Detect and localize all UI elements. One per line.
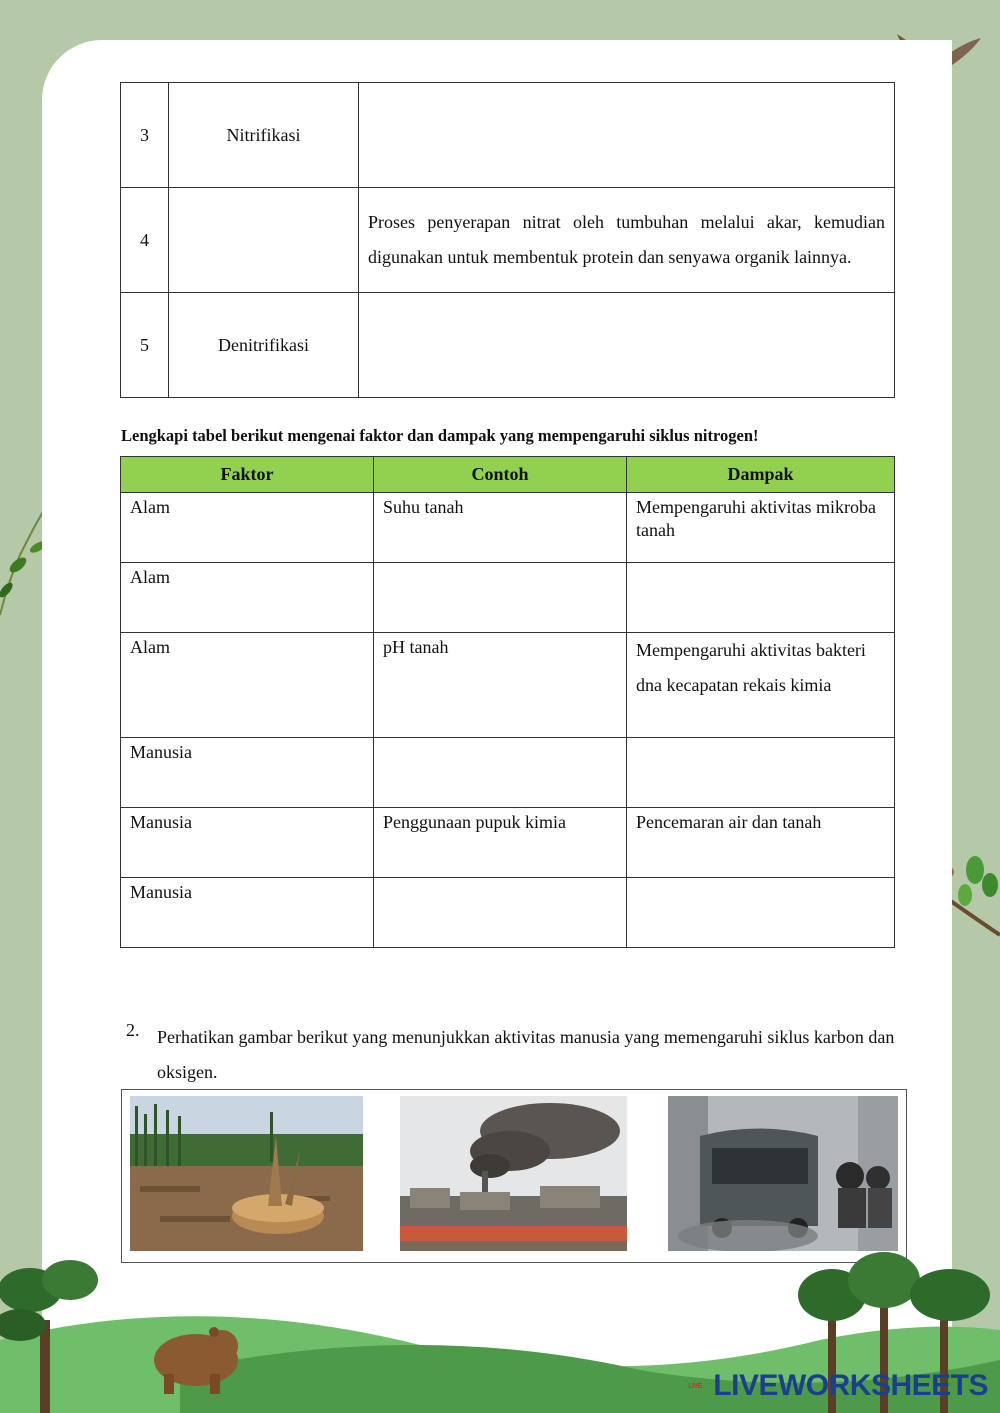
dampak-cell: Mempengaruhi aktivitas bakteri dna kecapatan rekais kimia [627,633,895,738]
contoh-input[interactable] [374,563,627,633]
table-row [121,83,895,188]
dampak-cell: Pencemaran air dan tanah [627,808,895,878]
table-row [121,493,895,563]
row-number: 5 [121,293,169,398]
contoh-input[interactable] [374,738,627,808]
contoh-cell: pH tanah [374,633,627,738]
vehicle-exhaust-photo [668,1096,898,1251]
process-description-input[interactable] [359,293,895,398]
question-text: Perhatikan gambar berikut yang menunjukkan aktivitas manusia yang memengaruhi siklus karbon dan oksigen. [157,1027,895,1082]
table-row [121,563,895,633]
faktor-cell: Alam [121,493,374,563]
dampak-input[interactable] [627,738,895,808]
process-name: Denitrifikasi [169,293,359,398]
faktor-cell: Manusia [121,808,374,878]
dampak-input[interactable] [627,563,895,633]
column-header-dampak: Dampak [627,457,895,493]
contoh-cell: Suhu tanah [374,493,627,563]
factor-impact-table [120,456,895,948]
process-description-input[interactable] [359,83,895,188]
contoh-cell: Penggunaan pupuk kimia [374,808,627,878]
column-header-contoh: Contoh [374,457,627,493]
column-header-faktor: Faktor [121,457,374,493]
photo-strip [121,1089,907,1263]
deforestation-photo [130,1096,363,1251]
table-row [121,738,895,808]
instruction-text: Lengkapi tabel berikut mengenai faktor dan dampak yang mempengaruhi siklus nitrogen! [121,426,759,445]
table-row [121,293,895,398]
row-number: 3 [121,83,169,188]
dampak-cell: Mempengaruhi aktivitas mikroba tanah [627,493,895,563]
process-description: Proses penyerapan nitrat oleh tumbuhan melalui akar, kemudian digunakan untuk membentuk protein dan senyawa organik lainnya. [359,188,895,293]
faktor-cell: Alam [121,563,374,633]
logo-text: LIVEWORKSHEETS [713,1369,988,1402]
table-row [121,188,895,293]
table-row [121,808,895,878]
faktor-cell: Manusia [121,878,374,948]
nitrogen-process-table [120,82,895,398]
liveworksheets-logo [688,1369,988,1403]
process-name: Nitrifikasi [169,83,359,188]
row-number: 4 [121,188,169,293]
contoh-input[interactable] [374,878,627,948]
live-logo-badge: LIVE [688,1383,702,1391]
process-name-input[interactable] [169,188,359,293]
factory-smoke-photo [400,1096,627,1251]
faktor-cell: Alam [121,633,374,738]
table-row [121,633,895,738]
table-header-row [121,457,895,493]
question-number: 2. [126,1020,140,1040]
faktor-cell: Manusia [121,738,374,808]
dampak-input[interactable] [627,878,895,948]
table-row [121,878,895,948]
